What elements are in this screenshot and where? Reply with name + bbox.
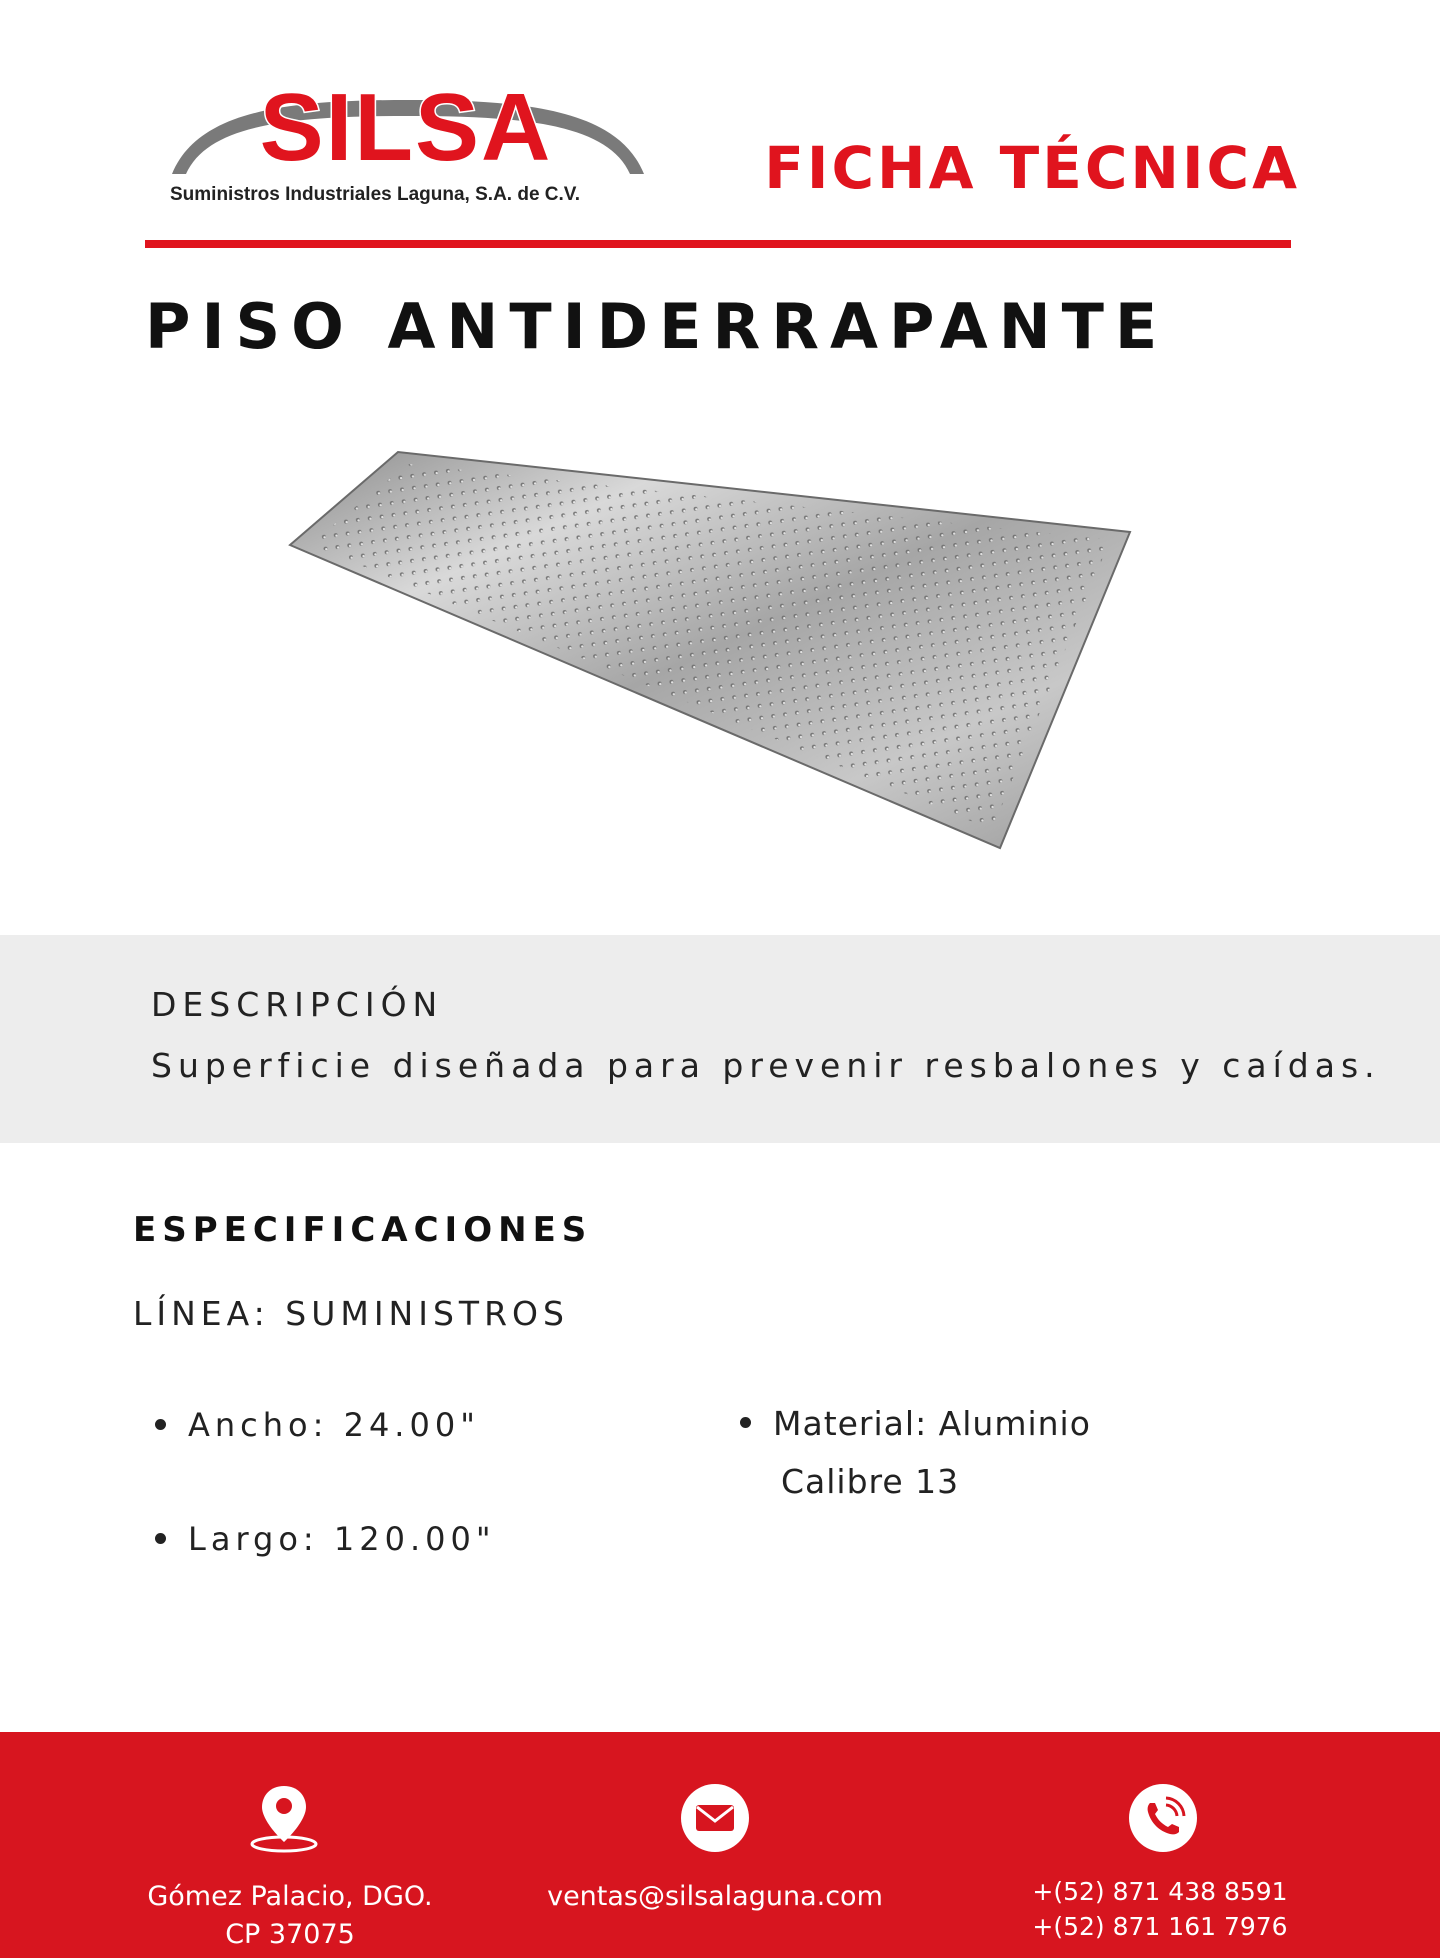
location-city: Gómez Palacio, DGO. [147, 1881, 433, 1912]
spec-material-item [740, 1404, 1091, 1443]
spec-length-item [155, 1520, 496, 1558]
specifications-heading: ESPECIFICACIONES [133, 1210, 593, 1250]
company-logo [168, 70, 658, 210]
logo-graphic [168, 70, 658, 180]
location-text [140, 1878, 440, 1954]
product-line: LÍNEA: SUMINISTROS [133, 1294, 569, 1333]
document-type-title: FICHA TÉCNICA [764, 134, 1300, 202]
location-postal-code: CP 37075 [225, 1919, 355, 1950]
phone-numbers [1010, 1874, 1310, 1944]
envelope-icon [680, 1783, 750, 1853]
description-band [0, 935, 1440, 1143]
spec-material-text: Material: Aluminio [773, 1404, 1091, 1443]
spec-width-item [155, 1406, 480, 1444]
phone-number-1[interactable]: +(52) 871 438 8591 [1032, 1877, 1288, 1906]
description-heading: DESCRIPCIÓN [151, 985, 444, 1024]
spec-width-text: Ancho: 24.00" [188, 1406, 480, 1444]
product-title: PISO ANTIDERRAPANTE [145, 290, 1169, 363]
phone-number-2[interactable]: +(52) 871 161 7976 [1032, 1912, 1288, 1941]
phone-icon [1128, 1783, 1198, 1853]
location-pin-icon [246, 1782, 322, 1854]
logo-text: SILSA [259, 74, 553, 180]
header-divider [145, 240, 1291, 248]
description-text: Superficie diseñada para prevenir resbalones y caídas. [151, 1046, 1381, 1085]
logo-subtitle: Suministros Industriales Laguna, S.A. de C.V. [170, 184, 581, 205]
bullet-icon [155, 1419, 166, 1430]
bullet-icon [740, 1417, 751, 1428]
email-link[interactable]: ventas@silsalaguna.com [547, 1881, 883, 1912]
product-image [280, 440, 1160, 860]
spec-length-text: Largo: 120.00" [188, 1520, 496, 1558]
bullet-icon [155, 1533, 166, 1544]
spec-gauge-text: Calibre 13 [781, 1462, 960, 1501]
